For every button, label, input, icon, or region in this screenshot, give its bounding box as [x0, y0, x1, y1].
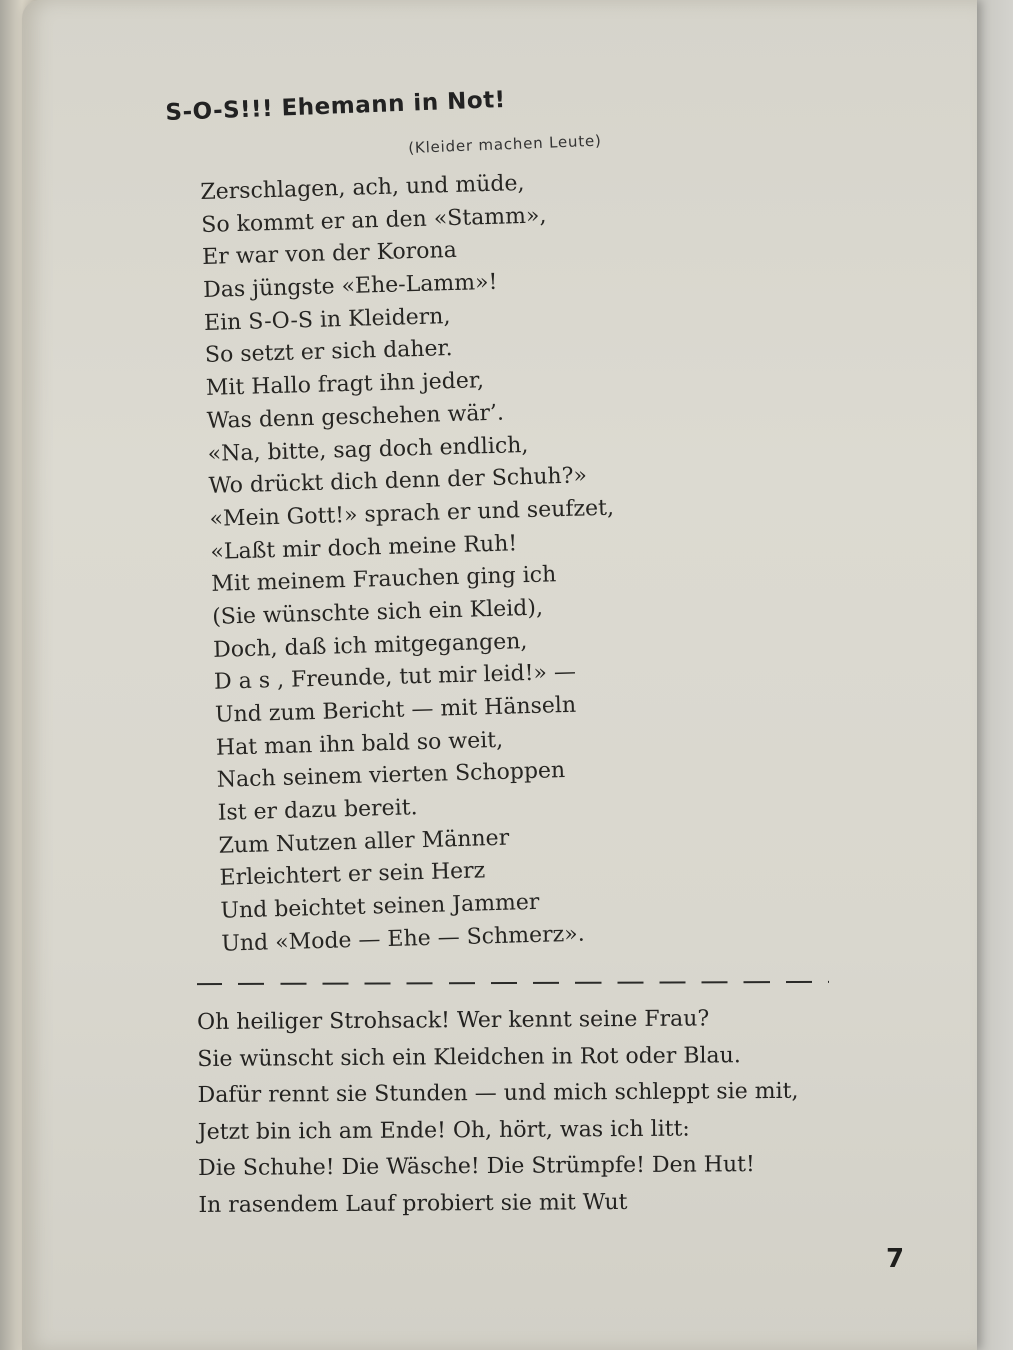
verse-line: Hat man ihn bald so weit, — [215, 727, 504, 761]
verse-line: «Laßt mir doch meine Ruh! — [210, 530, 518, 565]
verse-line: Und «Mode — Ehe — Schmerz». — [221, 921, 585, 957]
verse-line: Und beichtet seinen Jammer — [220, 889, 540, 924]
verse-line: Sie wünscht sich ein Kleidchen in Rot oder Blau. — [197, 1042, 741, 1072]
verse-line: Mit Hallo fragt ihn jeder, — [205, 368, 485, 402]
verse-line: So kommt er an den «Stamm», — [200, 203, 547, 238]
verse-line: Mit meinem Frauchen ging ich — [211, 562, 557, 598]
verse-line: Oh heiliger Strohsack! Wer kennt seine Frau? — [197, 1006, 710, 1035]
verse-line: So setzt er sich daher. — [204, 336, 453, 369]
poem-subtitle: (Kleider machen Leute) — [408, 131, 602, 157]
verse-line: Was denn geschehen wär’. — [206, 400, 505, 434]
verse-line: Jetzt bin ich am Ende! Oh, hört, was ich litt: — [197, 1116, 690, 1145]
verse-line: Das jüngste «Ehe-Lamm»! — [202, 269, 498, 304]
verse-line: Doch, daß ich mitgegangen, — [212, 628, 528, 663]
verse-line: Zum Nutzen aller Männer — [218, 825, 510, 859]
verse-line: Die Schuhe! Die Wäsche! Die Strümpfe! Den Hut! — [198, 1152, 755, 1181]
verse-line: Wo drückt dich denn der Schuh?» — [208, 463, 588, 500]
verse-line: Zerschlagen, ach, und müde, — [200, 170, 525, 205]
verse-line: Dafür rennt sie Stunden — und mich schleppt sie mit, — [197, 1078, 799, 1108]
verse-line: Erleichtert er sein Herz — [219, 858, 486, 892]
verse-line: Er war von der Korona — [201, 238, 458, 271]
verse-line: Nach seinem vierten Schoppen — [216, 758, 566, 794]
verse-line: Ein S-O-S in Kleidern, — [203, 303, 451, 336]
verse-line: (Sie wünschte sich ein Kleid), — [211, 595, 544, 630]
stanza-2 — [197, 1000, 879, 1224]
verse-line: D a s , Freunde, tut mir leid!» — — [213, 660, 577, 696]
poem-title: S-O-S!!! Ehemann in Not! — [165, 86, 507, 126]
verse-line: «Mein Gott!» sprach er und seufzet, — [209, 495, 615, 532]
verse-line: «Na, bitte, sag doch endlich, — [207, 432, 529, 467]
page-number: 7 — [886, 1244, 905, 1274]
verse-line: Und zum Bericht — mit Hänseln — [214, 692, 577, 728]
verse-line: Ist er dazu bereit. — [217, 795, 418, 826]
stanza-1 — [200, 160, 822, 961]
verse-line: In rasendem Lauf probiert sie mit Wut — [198, 1189, 628, 1218]
